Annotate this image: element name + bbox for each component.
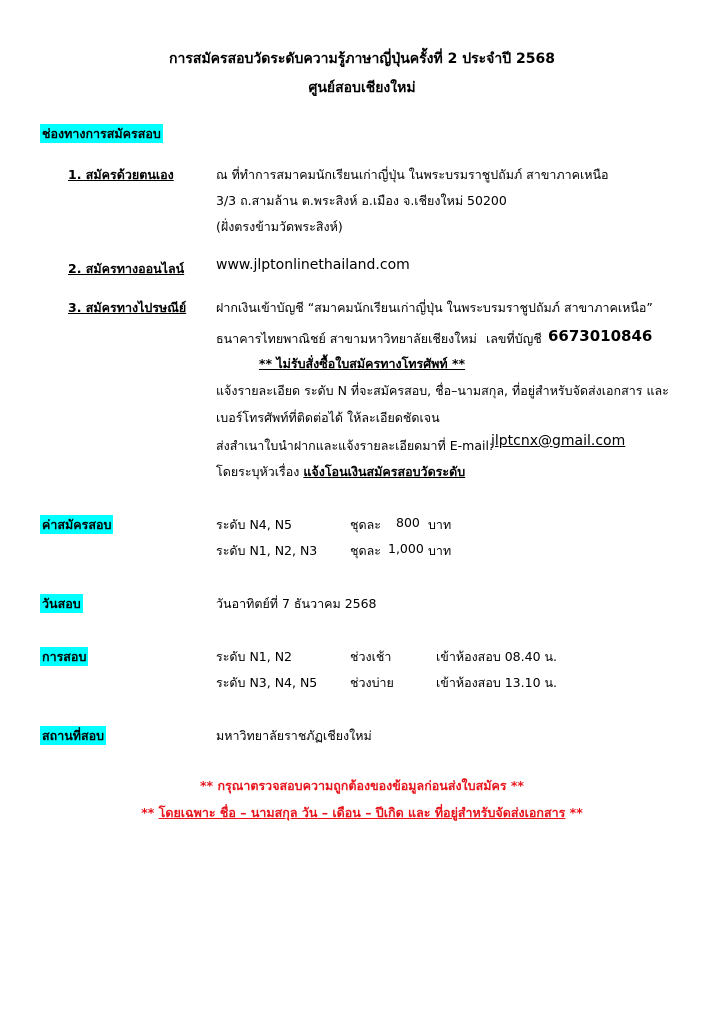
page-title: การสมัครสอบวัดระดับความรู้ภาษาญี่ปุ่นครั้งที่ 2 ประจำปี 2568 [169,51,555,67]
note-emphasis-line [0,803,724,823]
channels-heading [40,124,163,144]
contact-email-link[interactable]: jlptcnx@gmail.com [491,433,626,449]
exam-schedule-heading-label: การสอบ [42,649,87,664]
in-person-address-line3: (ฝั่งตรงข้ามวัดพระสิงห์) [216,219,343,234]
exam-date-heading-label: วันสอบ [42,596,81,611]
schedule-row-session: ช่วงเช้า [350,649,392,664]
subject-line [216,462,465,482]
fee-row-unit: ชุดละ [350,517,381,532]
post-bank-text: ธนาคารไทยพาณิชย์ สาขามหาวิทยาลัยเชียงใหม่ [216,331,477,346]
online-url-link[interactable]: www.jlptonlinethailand.com [216,257,410,273]
note-emphasis-prefix: ** [141,805,159,820]
post-detail-line1: แจ้งรายละเอียด ระดับ N ที่จะสมัครสอบ, ชื่อ–นามสกุล, ที่อยู่สำหรับจัดส่งเอกสาร และ [216,383,669,398]
exam-schedule-heading [40,647,88,667]
exam-center-title: ศูนย์สอบเชียงใหม่ [308,80,416,96]
account-label: เลขที่บัญชี [486,331,542,346]
in-person-address-line1: ณ ที่ทำการสมาคมนักเรียนเก่าญี่ปุ่น ในพระบรมราชูปถัมภ์ สาขาภาคเหนือ [216,167,609,182]
schedule-row-session: ช่วงบ่าย [350,675,394,690]
schedule-row-level: ระดับ N1, N2 [216,649,293,664]
subject-prefix: โดยระบุหัวเรื่อง [216,464,300,479]
note-verify-line: ** กรุณาตรวจสอบความถูกต้องของข้อมูลก่อนส่งใบสมัคร ** [200,778,524,793]
fee-row-currency: บาท [428,517,452,532]
channels-heading-label: ช่องทางการสมัครสอบ [42,126,161,141]
post-label: 3. สมัครทางไปรษณีย์ [68,300,187,315]
online-label: 2. สมัครทางออนไลน์ [68,261,185,276]
note-emphasis-suffix: ** [565,805,583,820]
post-send-text: ส่งสำเนาใบนำฝากและแจ้งรายละเอียดมาที่ E-mail: [216,438,494,453]
post-deposit-text: ฝากเงินเข้าบัญชี “สมาคมนักเรียนเก่าญี่ปุ่น ในพระบรมราชูปถัมภ์ สาขาภาคเหนือ” [216,300,653,315]
in-person-address-line2: 3/3 ถ.สามล้าน ต.พระสิงห์ อ.เมือง จ.เชียงใหม่ 50200 [216,193,507,208]
schedule-row-entry: เข้าห้องสอบ 08.40 น. [436,649,558,664]
schedule-row-entry: เข้าห้องสอบ 13.10 น. [436,675,558,690]
fee-row-unit: ชุดละ [350,543,381,558]
schedule-row-level: ระดับ N3, N4, N5 [216,675,318,690]
fees-heading-label: ค่าสมัครสอบ [42,517,112,532]
fees-heading [40,515,113,535]
post-detail-line2: เบอร์โทรศัพท์ที่ติดต่อได้ ให้ละเอียดชัดเจน [216,410,440,425]
in-person-label: 1. สมัครด้วยตนเอง [68,167,174,182]
exam-date-heading [40,594,83,614]
exam-date-value: วันอาทิตย์ที่ 7 ธันวาคม 2568 [216,596,377,611]
venue-heading-label: สถานที่สอบ [42,728,105,743]
venue-value: มหาวิทยาลัยราชภัฏเชียงใหม่ [216,728,372,743]
fee-row-level: ระดับ N1, N2, N3 [216,543,318,558]
fee-row-level: ระดับ N4, N5 [216,517,293,532]
subject-text: แจ้งโอนเงินสมัครสอบวัดระดับ [303,464,466,479]
note-emphasis-text: โดยเฉพาะ ชื่อ – นามสกุล วัน – เดือน – ปีเกิด และ ที่อยู่สำหรับจัดส่งเอกสาร [158,805,566,820]
fee-row-currency: บาท [428,543,452,558]
account-number: 6673010846 [548,327,653,345]
venue-heading [40,726,106,746]
no-phone-order-notice: ** ไม่รับสั่งซื้อใบสมัครทางโทรศัพท์ ** [258,356,466,371]
fee-row-amount: 1,000 [388,541,424,556]
fee-row-amount: 800 [396,515,420,530]
